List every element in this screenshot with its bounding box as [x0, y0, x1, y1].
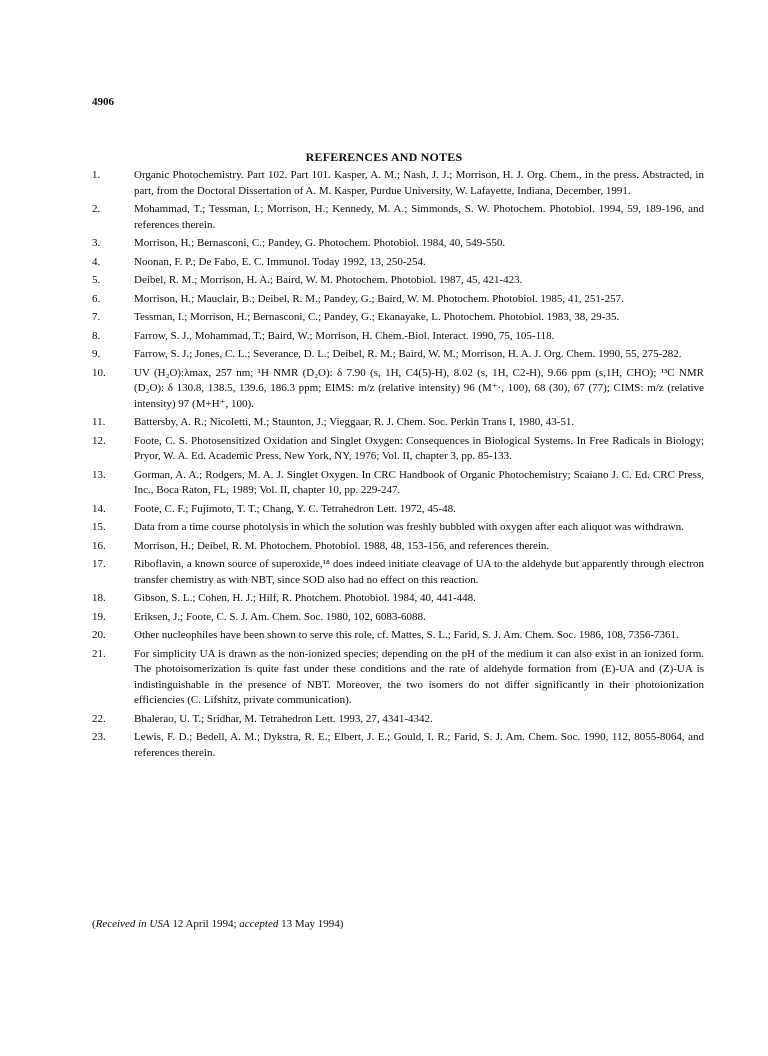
reference-item	[92, 557, 704, 588]
reference-text: Other nucleophiles have been shown to serve this role, cf. Mattes, S. L.; Farid, S. J. Am. Chem. Soc. 1986, 108, 7356-7361.	[134, 629, 679, 641]
reference-item	[92, 255, 704, 271]
reference-list	[92, 168, 704, 764]
reference-text: Morrison, H.; Bernasconi, C.; Pandey, G. Photochem. Photobiol. 1984, 40, 549-550.	[134, 237, 506, 249]
reference-number: 18.	[92, 592, 106, 604]
reference-text: UV (H₂O):λmax, 257 nm; ¹H NMR (D₂O): δ 7.90 (s, 1H, C4(5)-H), 8.02 (s, 1H, C2-H), 9.66 ppm (s,1H, CHO); ¹³C NMR (D₂O): δ 130.8, 138.5, 139.6, 186.3 ppm; EIMS: m/z (relative intensity) 96 (M⁺·, 100), 68 (30), 67 (77); CIMS: m/z (relative intensity) 97 (M+H⁺, 100).	[134, 366, 704, 410]
reference-text: Eriksen, J.; Foote, C. S. J. Am. Chem. Soc. 1980, 102, 6083-6088.	[134, 610, 426, 623]
reference-number: 15.	[92, 521, 106, 533]
reference-text: Bhalerao, U. T.; Sridhar, M. Tetrahedron Lett. 1993, 27, 4341-4342.	[134, 712, 433, 725]
reference-item	[92, 730, 704, 761]
reference-text: Morrison, H.; Mauclair, B.; Deibel, R. M.; Pandey, G.; Baird, W. M. Photochem. Photobiol. 1985, 41, 251-257.	[134, 292, 624, 305]
reference-text: Foote, C. F.; Fujimoto, T. T.; Chang, Y. C. Tetrahedron Lett. 1972, 45-48.	[134, 502, 456, 515]
reference-item	[92, 168, 704, 199]
reference-number: 3.	[92, 237, 101, 249]
reference-item	[92, 347, 704, 363]
reference-number: 10.	[92, 366, 106, 379]
reference-item	[92, 310, 704, 326]
reference-item	[92, 415, 704, 431]
reference-number: 13.	[92, 468, 106, 481]
reference-item	[92, 468, 704, 499]
reference-item	[92, 292, 704, 308]
reference-item	[92, 610, 704, 626]
reference-number: 6.	[92, 292, 101, 305]
reference-item	[92, 273, 704, 289]
reference-number: 22.	[92, 712, 106, 725]
reference-number: 9.	[92, 348, 101, 360]
reference-item	[92, 202, 704, 233]
reference-number: 8.	[92, 329, 101, 342]
reference-number: 4.	[92, 255, 101, 268]
reference-number: 20.	[92, 629, 106, 641]
accepted-label: accepted	[239, 918, 279, 930]
received-line: (Received in USA 12 April 1994; accepted 13 May 1994)	[92, 918, 344, 930]
reference-number: 2.	[92, 203, 101, 215]
references-heading: REFERENCES AND NOTES	[305, 150, 463, 164]
reference-text: Tessman, I.; Morrison, H.; Bernasconi, C.; Pandey, G.; Ekanayake, L. Photochem. Photobiol. 1983, 38, 29-35.	[134, 311, 620, 323]
reference-number: 21.	[92, 647, 106, 660]
reference-number: 16.	[92, 539, 106, 552]
reference-text: Mohammad, T.; Tessman, I.; Morrison, H.; Kennedy, M. A.; Simmonds, S. W. Photochem. Photobiol. 1994, 59, 189-196, and references therein.	[134, 203, 704, 231]
reference-text: Gorman, A. A.; Rodgers, M. A. J. Singlet Oxygen. In CRC Handbook of Organic Photochemistry; Scaiano J. C. Ed. CRC Press, Inc., Boca Raton, FL, 1989; Vol. II, chapter 10, pp. 229-247.	[134, 468, 704, 496]
reference-text: For simplicity UA is drawn as the non-ionized species; depending on the pH of the medium it can also exist in an ionized form. The photoisomerization is quite fast under these conditions and the rate of aldehyde formation from (E)-UA and (Z)-UA is indistinguishable in the presence of NBT. Moreover, the two isomers do not differ significantly in their photoionization efficiencies (C. Lifshitz, private communication).	[134, 647, 704, 706]
reference-number: 5.	[92, 274, 101, 286]
reference-text: Organic Photochemistry. Part 102. Part 101. Kasper, A. M.; Nash, J. J.; Morrison, H. J. Org. Chem., in the press. Abstracted, in part, from the Doctoral Dissertation of A. M. Kasper, Purdue University, W. Lafayette, Indiana, December, 1991.	[134, 169, 704, 197]
reference-text: Riboflavin, a known source of superoxide,¹⁸ does indeed initiate cleavage of UA to the aldehyde but apparently through electron transfer chemistry as with NBT, since SOD also had no effect on this reaction.	[134, 558, 704, 586]
reference-item	[92, 329, 704, 345]
reference-item	[92, 539, 704, 555]
reference-number: 1.	[92, 169, 101, 181]
reference-item	[92, 628, 704, 644]
received-date: 12 April 1994;	[172, 918, 237, 930]
reference-number: 11.	[92, 416, 106, 428]
reference-text: Farrow, S. J., Mohammad, T.; Baird, W.; Morrison, H. Chem.-Biol. Interact. 1990, 75, 105-118.	[134, 329, 555, 342]
reference-item	[92, 647, 704, 709]
reference-text: Gibson, S. L.; Cohen, H. J.; Hilf, R. Photchem. Photobiol. 1984, 40, 441-448.	[134, 592, 476, 604]
accepted-date: 13 May 1994	[281, 918, 340, 930]
reference-text: Noonan, F. P.; De Fabo, E. C. Immunol. Today 1992, 13, 250-254.	[134, 255, 426, 268]
reference-text: Morrison, H.; Deibel, R. M. Photochem. Photobiol. 1988, 48, 153-156, and references therein.	[134, 539, 550, 552]
reference-item	[92, 434, 704, 465]
page-number: 4906	[92, 96, 114, 108]
reference-text: Data from a time course photolysis in which the solution was freshly bubbled with oxygen after each aliquot was withdrawn.	[134, 521, 684, 533]
received-prefix: Received in USA	[95, 918, 170, 930]
reference-item	[92, 502, 704, 518]
reference-number: 12.	[92, 434, 106, 447]
reference-number: 19.	[92, 610, 106, 623]
reference-number: 14.	[92, 502, 106, 515]
reference-number: 17.	[92, 558, 106, 570]
reference-item	[92, 366, 704, 413]
reference-text: Lewis, F. D.; Bedell, A. M.; Dykstra, R. E.; Elbert, J. E.; Gould, I. R.; Farid, S. J. Am. Chem. Soc. 1990, 112, 8055-8064, and references therein.	[134, 731, 704, 759]
reference-item	[92, 712, 704, 728]
reference-number: 23.	[92, 731, 106, 743]
reference-item	[92, 236, 704, 252]
reference-item	[92, 591, 704, 607]
reference-text: Foote, C. S. Photosensitized Oxidation and Singlet Oxygen: Consequences in Biological Systems. In Free Radicals in Biology; Pryor, W. A. Ed. Academic Press, New York, NY, 1976; Vol. II, chapter 3, pp. 85-133.	[134, 434, 704, 462]
reference-text: Battersby, A. R.; Nicoletti, M.; Staunton, J.; Vieggaar, R. J. Chem. Soc. Perkin Trans I, 1980, 43-51.	[134, 416, 575, 428]
reference-number: 7.	[92, 311, 101, 323]
reference-text: Deibel, R. M.; Morrison, H. A.; Baird, W. M. Photochem. Photobiol. 1987, 45, 421-423.	[134, 274, 523, 286]
reference-item	[92, 520, 704, 536]
reference-text: Farrow, S. J.; Jones, C. L.; Severance, D. L.; Deibel, R. M.; Baird, W. M.; Morrison, H. A. J. Org. Chem. 1990, 55, 275-282.	[134, 348, 682, 360]
